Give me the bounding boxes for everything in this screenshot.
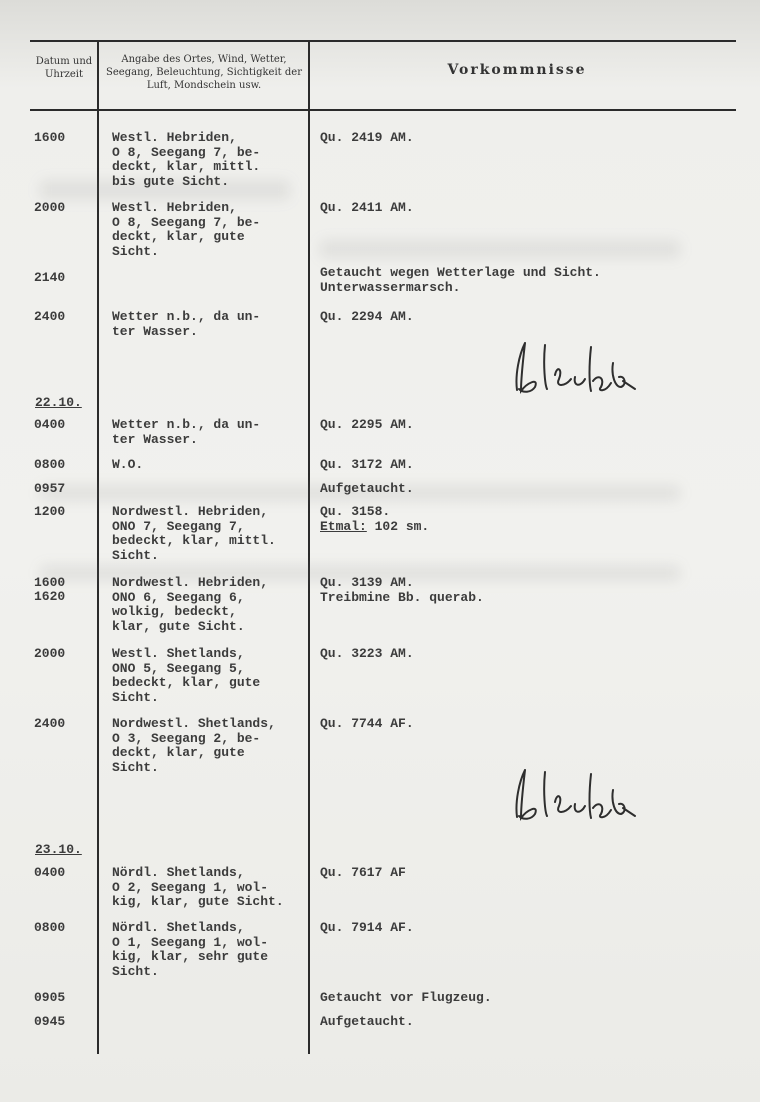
entry-location: Westl. Hebriden, O 8, Seegang 7, be- deckt, klar, mittl. bis gute Sicht. [112, 130, 261, 189]
entry-event: Getaucht wegen Wetterlage und Sicht. Unterwassermarsch. [320, 265, 601, 295]
entry-time: 0945 [34, 1014, 66, 1029]
entry-event: Aufgetaucht. [320, 1014, 414, 1029]
entry-location: Nördl. Shetlands, O 1, Seegang 1, wol- kig, klar, sehr gute Sicht. [112, 920, 269, 979]
entry-location: Nördl. Shetlands, O 2, Seegang 1, wol- kig, klar, gute Sicht. [112, 865, 284, 909]
entry-event: Qu. 2419 AM. [320, 130, 414, 145]
entry-location: Nordwestl. Hebriden, ONO 6, Seegang 6, wolkig, bedeckt, klar, gute Sicht. [112, 575, 269, 634]
entry-time-secondary: 1620 [34, 589, 66, 604]
entry-event: Qu. 3158. [320, 504, 391, 519]
entry-event: Qu. 2294 AM. [320, 309, 414, 324]
entry-time: 2400 [34, 309, 66, 324]
entry-time: 0400 [34, 417, 66, 432]
entry-time: 2000 [34, 646, 66, 661]
entry-location: Nordwestl. Hebriden, ONO 7, Seegang 7, bedeckt, klar, mittl. Sicht. [112, 504, 276, 563]
entry-event: Qu. 3223 AM. [320, 646, 414, 661]
entry-time: 0905 [34, 990, 66, 1005]
entry-location: Nordwestl. Shetlands, O 3, Seegang 2, be- deckt, klar, gute Sicht. [112, 716, 276, 775]
entry-event: Qu. 7617 AF [320, 865, 406, 880]
entry-time: 1600 [34, 130, 66, 145]
etmal-label: Etmal: [320, 519, 367, 534]
entry-time: 0800 [34, 920, 66, 935]
etmal-line [320, 520, 429, 535]
header-datum: Datum und Uhrzeit [35, 56, 93, 80]
entry-location: Westl. Shetlands, ONO 5, Seegang 5, bedeckt, klar, gute Sicht. [112, 646, 261, 705]
entry-event: Aufgetaucht. [320, 481, 414, 496]
commander-signature [505, 762, 645, 827]
entry-location: Wetter n.b., da un- ter Wasser. [112, 309, 261, 339]
etmal-value: 102 sm. [366, 519, 430, 534]
header-bottom-rule [30, 109, 736, 111]
entry-time: 0957 [34, 481, 66, 496]
entry-location: Westl. Hebriden, O 8, Seegang 7, be- deckt, klar, gute Sicht. [112, 200, 261, 259]
entry-location: W.O. [112, 457, 144, 472]
entry-time: 2000 [34, 200, 66, 215]
header-top-rule [30, 40, 736, 42]
entry-event: Getaucht vor Flugzeug. [320, 990, 492, 1005]
entry-event: Qu. 7744 AF. [320, 716, 414, 731]
entry-time: 1600 [34, 575, 66, 590]
entry-event: Qu. 2295 AM. [320, 417, 414, 432]
entry-event: Qu. 7914 AF. [320, 920, 414, 935]
column-divider-2 [308, 42, 310, 1054]
entry-event: Qu. 2411 AM. [320, 200, 414, 215]
entry-time: 2400 [34, 716, 66, 731]
entry-time: 0800 [34, 457, 66, 472]
commander-signature [505, 335, 645, 400]
date-heading: 22.10. [35, 395, 82, 410]
date-heading: 23.10. [35, 842, 82, 857]
header-vorkommnisse: Vorkommnisse [447, 62, 587, 78]
entry-time: 2140 [34, 270, 66, 285]
entry-time: 0400 [34, 865, 66, 880]
paper-smudge [320, 240, 680, 258]
entry-time: 1200 [34, 504, 66, 519]
entry-location: Wetter n.b., da un- ter Wasser. [112, 417, 261, 447]
header-angabe: Angabe des Ortes, Wind, Wetter, Seegang, Beleuchtung, Sichtigkeit der Luft, Mondschein usw. [106, 54, 302, 91]
entry-event: Qu. 3139 AM. Treibmine Bb. querab. [320, 575, 484, 605]
entry-event: Qu. 3172 AM. [320, 457, 414, 472]
